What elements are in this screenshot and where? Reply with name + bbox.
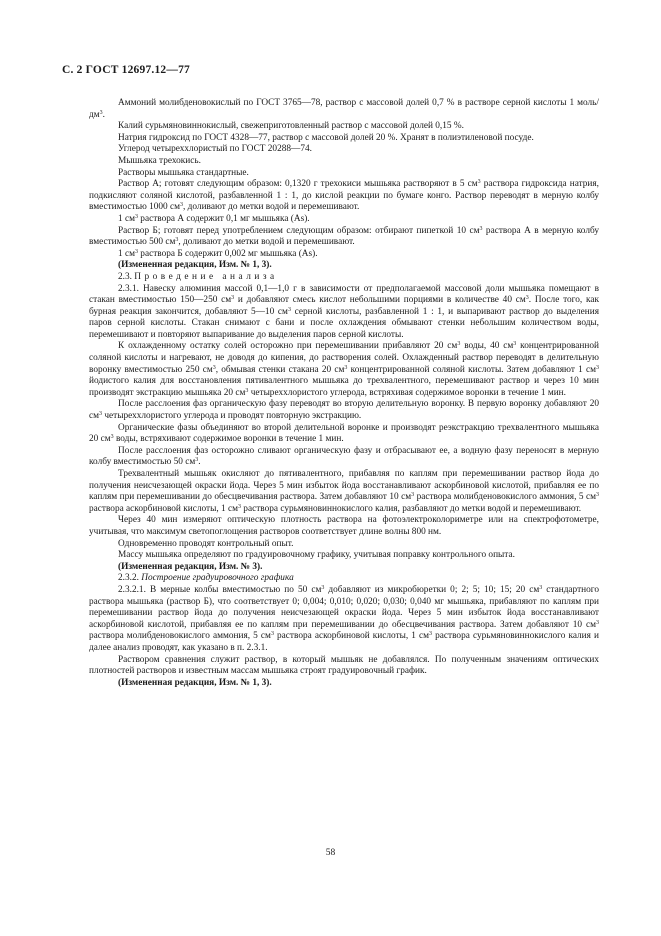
paragraph: Массу мышьяка определяют по градуировочному графику, учитывая поправку контрольного опыта. (118, 550, 515, 561)
paragraph: Углерод четыреххлористый по ГОСТ 20288—74. (118, 144, 312, 155)
amendment-note: (Измененная редакция, Изм. № 1, 3). (118, 677, 272, 688)
page-header: С. 2 ГОСТ 12697.12—77 (62, 64, 190, 76)
document-body (89, 98, 599, 689)
amendment-note: (Измененная редакция, Изм. № 3). (118, 561, 263, 572)
paragraph: Аммоний молибденовокислый по ГОСТ 3765—78, раствор с массовой долей 0,7 % в растворе серной кислоты 1 моль/$дм^3$. (89, 98, 599, 120)
paragraph: Раствор А; готовят следующим образом: 0,1320 г трехокиси мышьяка растворяют в 5 $см^3$ раствора гидроксида натрия, подкисляют соляной кислотой, разбавленной 1 : 1, до кислой реакции по бумаге конго. Раствор переводят в мерную колбу вместимостью 1000 $см^3$, доливают до метки водой и перемешивают. (89, 179, 599, 213)
paragraph: К охлажденному остатку солей осторожно при перемешивании прибавляют 20 $см^3$ воды, 40 $см^3$ концентрированной соляной кислоты и нагревают, не доводя до кипения, до растворения солей. Охлажденный раствор переводят в делительную воронку вместимостью 250 $см^3$, обмывая стенки стакана 20 $см^3$ концентрированной соляной кислоты. Затем добавляют 1 $см^3$ йодистого калия для восстановления пятивалентного мышьяка до трехвалентного, перемешивают раствор и через 10 мин производят экстракцию мышьяка 20 $см^3$ четыреххлористого углерода, встряхивая содержимое воронки в течение 1 мин. (89, 341, 600, 398)
paragraph: Трехвалентный мышьяк окисляют до пятивалентного, прибавляя по каплям при перемешивании раствор йода до получения неисчезающей окраски йода. Через 5 мин избыток йода восстанавливают аскорбиновой кислотой, прибавляя ее по каплям при перемешивании до обесцвечивания раствора. Затем добавляют 10 $см^3$ раствора молибденовокислого аммония, 5 $см^3$ раствора аскорбиновой кислоты, 1 $см^3$ раствора сурьмяновиннокислого калия, разбавляют до метки водой и перемешивают. (89, 469, 599, 514)
paragraph: 1 $см^3$ раствора Б содержит 0,002 мг мышьяка (As). (118, 248, 318, 259)
paragraph: 2.3. Проведение анализа (118, 271, 278, 282)
paragraph: Органические фазы объединяют во второй делительной воронке и производят реэкстракцию трехвалентного мышьяка 20 $см^3$ воды, встряхивают содержимое воронки в течение 1 мин. (89, 422, 599, 445)
paragraph: Мышьяка трехокись. (118, 155, 201, 166)
paragraph: Натрия гидроксид по ГОСТ 4328—77, раствор с массовой долей 20 %. Хранят в полиэтиленовой посуде. (118, 132, 534, 143)
paragraph: Растворы мышьяка стандартные. (118, 167, 249, 178)
paragraph: Раствором сравнения служит раствор, в который мышьяк не добавлялся. По полученным значениям оптических плотностей растворов и известным массам мышьяка строят градуировочный график. (89, 654, 599, 677)
paragraph: Калий сурьмяновиннокислый, свежеприготовленный раствор с массовой долей 0,15 %. (118, 121, 464, 132)
amendment-note: (Измененная редакция, Изм. № 1, 3). (118, 260, 272, 271)
paragraph: 2.3.1. Навеску алюминия массой 0,1—1,0 г в зависимости от предполагаемой массовой доли мышьяка помещают в стакан вместимостью 150—250 $см^3$ и добавляют смесь кислот небольшими порциями в количестве 40 $см^3$. После того, как бурная реакция закончится, добавляют 5—10 $см^3$ серной кислоты, разбавленной 1 : 1, и выпаривают раствор до выделения паров серной кислоты. Стакан снимают с бани и после охлаждения обмывают стенки небольшим количеством воды, перемешивают и повторяют выпаривание до выделения паров серной кислоты. (89, 283, 599, 340)
paragraph: Одновременно проводят контрольный опыт. (118, 538, 294, 549)
paragraph: 1 $см^3$ раствора А содержит 0,1 мг мышьяка (As). (118, 213, 310, 224)
paragraph: Раствор Б; готовят перед употреблением следующим образом: отбирают пипеткой 10 $см^3$ раствора А в мерную колбу вместимостью 500 $см^3$, доливают до метки водой и перемешивают. (89, 225, 599, 248)
paragraph: Через 40 мин измеряют оптическую плотность раствора на фотоэлектроколориметре или на спектрофотометре, учитывая, что максимум светопоглощения растворов соответствует длине волны 800 нм. (89, 515, 599, 537)
paragraph: 2.3.2.1. В мерные колбы вместимостью по 50 $см^3$ добавляют из микробюретки 0; 2; 5; 10; 15; 20 $см^3$ стандартного раствора мышьяка (раствор Б), что соответствует 0; 0,004; 0,010; 0,020; 0,030; 0,040 мг мышьяка, прибавляют по каплям при перемешивании раствор йода до получения неисчезающей окраски йода. Через 5 мин избыток йода восстанавливают аскорбиновой кислотой, прибавляя ее по каплям при перемешивании до обесцвечивания раствора. Затем добавляют 10 $см^3$ раствора молибденовокислого аммония, 5 $см^3$ раствора аскорбиновой кислоты, 1 $см^3$ раствора сурьмяновиннокислого калия и далее анализ проводят, как указано в п. 2.3.1. (89, 584, 599, 653)
page-number: 58 (325, 848, 336, 858)
paragraph: 2.3.2. Построение градуировочного графика (118, 573, 294, 584)
paragraph: После расслоения фаз органическую фазу переводят во вторую делительную воронку. В первую воронку добавляют 20 $см^3$ четыреххлористого углерода и проводят повторную экстракцию. (89, 399, 599, 422)
paragraph: После расслоения фаз осторожно сливают органическую фазу и отбрасывают ее, а водную фазу переносят в мерную колбу вместимостью 50 $см^3$. (89, 445, 599, 468)
